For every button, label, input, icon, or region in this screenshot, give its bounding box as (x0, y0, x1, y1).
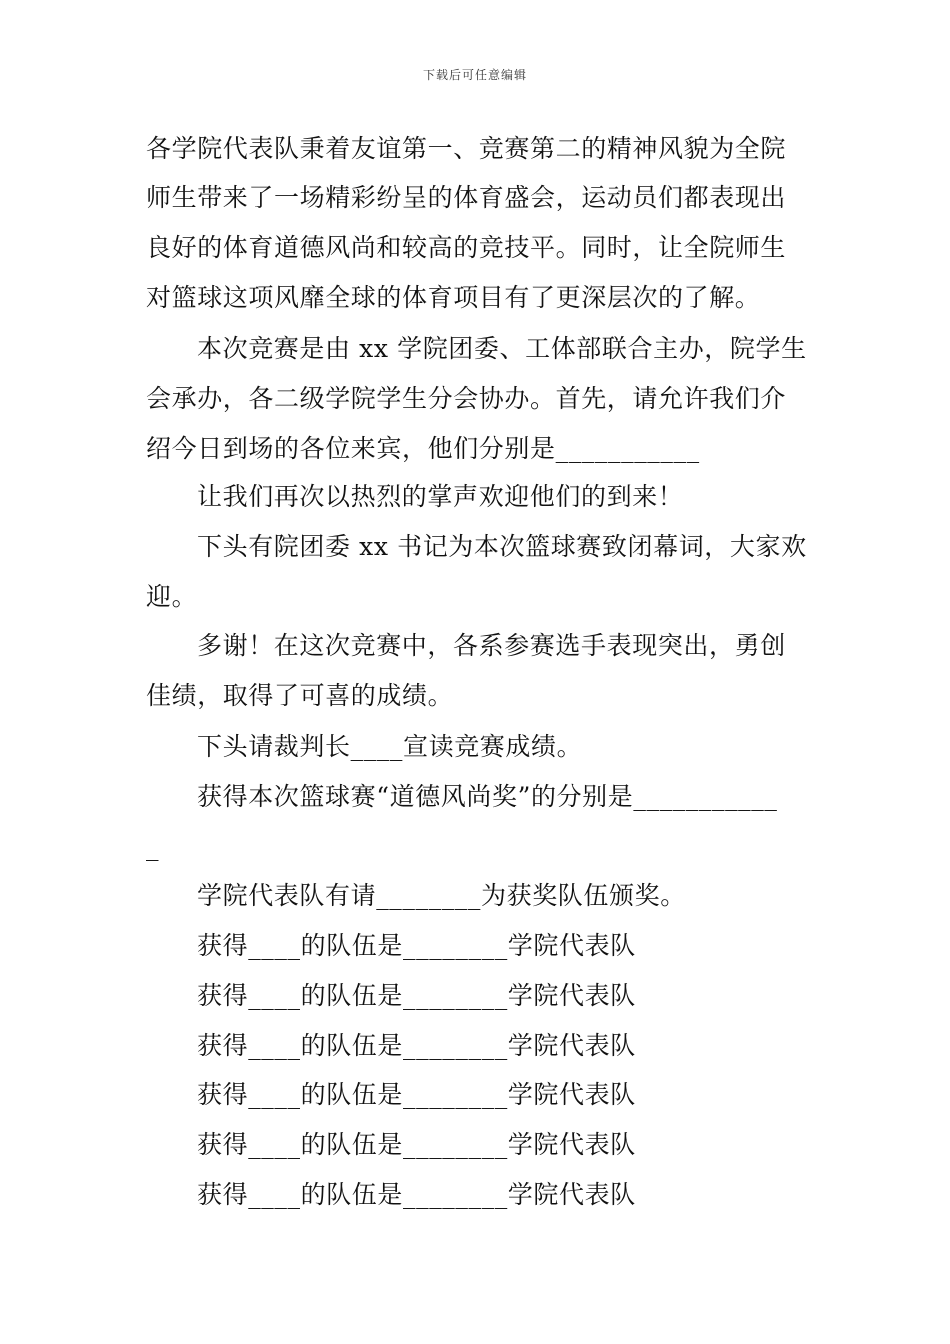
body-line: 获得本次篮球赛“道德风尚奖”的分别是___________ (197, 782, 778, 811)
body-line: 让我们再次以热烈的掌声欢迎他们的到来！ (197, 482, 684, 511)
award-line: 获得____的队伍是________学院代表队 (197, 1130, 636, 1159)
body-line: 本次竞赛是由 xx 学院团委、工体部联合主办，院学生 (197, 334, 807, 363)
award-line: 获得____的队伍是________学院代表队 (197, 1031, 636, 1060)
body-line: 会承办，各二级学院学生分会协办。首先，请允许我们介 (146, 384, 787, 413)
body-line: 迎。 (146, 582, 198, 611)
body-line: 下头请裁判长____宣读竞赛成绩。 (197, 732, 583, 761)
body-line: 良好的体育道德风尚和较高的竞技平。同时，让全院师生 (146, 233, 787, 262)
award-line: 获得____的队伍是________学院代表队 (197, 1080, 636, 1109)
award-line: 获得____的队伍是________学院代表队 (197, 931, 636, 960)
body-line: 多谢！在这次竞赛中，各系参赛选手表现突出，勇创 (197, 631, 786, 660)
award-line: 获得____的队伍是________学院代表队 (197, 981, 636, 1010)
body-line: 佳绩，取得了可喜的成绩。 (146, 681, 454, 710)
award-line: 获得____的队伍是________学院代表队 (197, 1180, 636, 1209)
body-line: 下头有院团委 xx 书记为本次篮球赛致闭幕词，大家欢 (197, 532, 807, 561)
body-line: 绍今日到场的各位来宾，他们分别是___________ (146, 434, 700, 463)
body-line: 师生带来了一场精彩纷呈的体育盛会，运动员们都表现出 (146, 183, 787, 212)
page-header: 下载后可任意编辑 (422, 68, 527, 82)
body-line: 对篮球这项风靡全球的体育项目有了更深层次的了解。 (146, 283, 761, 312)
body-line: 各学院代表队秉着友谊第一、竞赛第二的精神风貌为全院 (146, 134, 787, 163)
body-line: 学院代表队有请________为获奖队伍颁奖。 (197, 881, 686, 910)
body-line: _ (146, 832, 160, 861)
